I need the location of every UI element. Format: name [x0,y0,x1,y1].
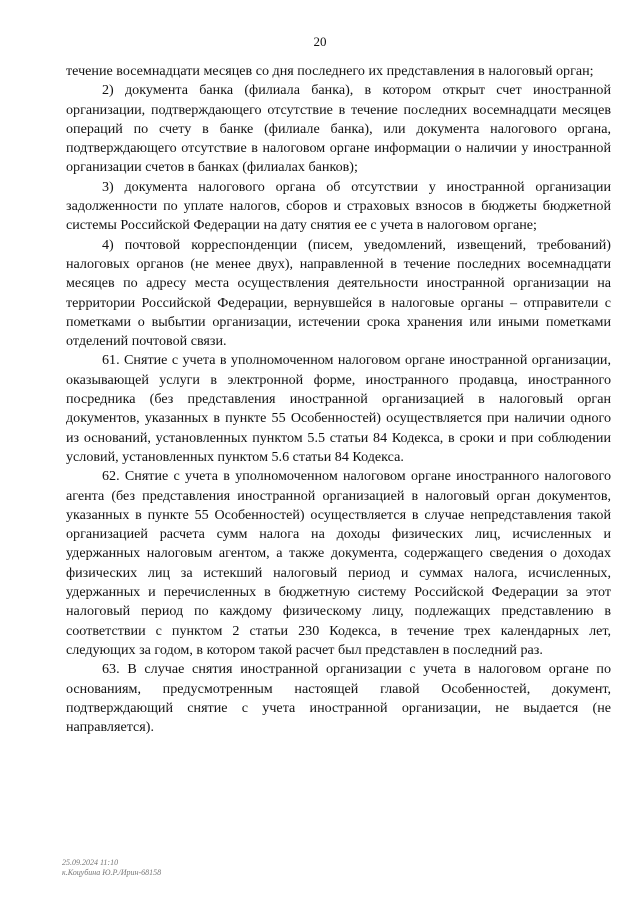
paragraph-63: 63. В случае снятия иностранной организации с учета в налоговом органе по основаниям, предусмотренным настоящей главой Особенностей, документ, подтверждающий снятие с учета иностранной организации, не выдается (не направляется). [66,661,611,736]
document-body [66,62,611,737]
paragraph-item-3: 3) документа налогового органа об отсутствии у иностранной организации задолженности по уплате налогов, сборов и страховых взносов в бюджеты бюджетной системы Российской Федерации на дату снятия ее с учета в налоговом органе; [66,178,611,234]
page-number: 20 [313,34,327,49]
footer-date: 25.09.2024 11:10 [62,858,119,867]
paragraph-62: 62. Снятие с учета в уполномоченном налоговом органе иностранного налогового агента (без представления иностранной организацией в налоговый орган документов, указанных в пункте 55 Особенностей) осуществляется в случае непредставления такой организацией расчета сумм налога на доходы физических лиц, исчисленных и удержанных налоговым агентом, а также документа, содержащего сведения о доходах физических лиц за истекший налоговый период и суммах налога, исчисленных, удержанных и перечисленных в бюджетную систему Российской Федерации за этот налоговый период по каждому физическому лицу, подлежащих представлению в соответствии с пунктом 2 статьи 230 Кодекса, в течение трех календарных лет, следующих за годом, в котором такой расчет был представлен в последний раз. [66,468,611,658]
paragraph-61: 61. Снятие с учета в уполномоченном налоговом органе иностранной организации, оказывающей услуги в электронной форме, иностранного продавца, иностранного посредника (без представления иностранной организацией в налоговый орган документов, указанных в пункте 55 Особенностей) осуществляется при наличии одного из оснований, установленных пунктом 5.5 статьи 84 Кодекса, в сроки и при соблюдении условий, установленных пунктом 5.6 статьи 84 Кодекса. [66,352,611,465]
paragraph-item-4: 4) почтовой корреспонденции (писем, уведомлений, извещений, требований) налоговых органов (не менее двух), направленной в течение последних восемнадцати месяцев по адресу места осуществления деятельности иностранной организации на территории Российской Федерации, вернувшейся в налоговые органы – отправители с пометками о выбытии организации, истечении срока хранения или иными пометками отделений почтовой связи. [66,236,611,350]
footer-reference: к.Коцубина Ю.Р./Ирин-68158 [62,868,162,877]
paragraph-continuation: течение восемнадцати месяцев со дня последнего их представления в налоговый орган; [66,63,594,79]
footer-stamp [62,858,161,878]
paragraph-item-2: 2) документа банка (филиала банка), в котором открыт счет иностранной организации, подтверждающего отсутствие в течение последних восемнадцати месяцев операций по счету в банке (филиале банка), или документа налогового органа, подтверждающего отсутствие в налоговом органе информации о наличии у иностранной организации счетов в банках (филиалах банков); [66,82,611,176]
